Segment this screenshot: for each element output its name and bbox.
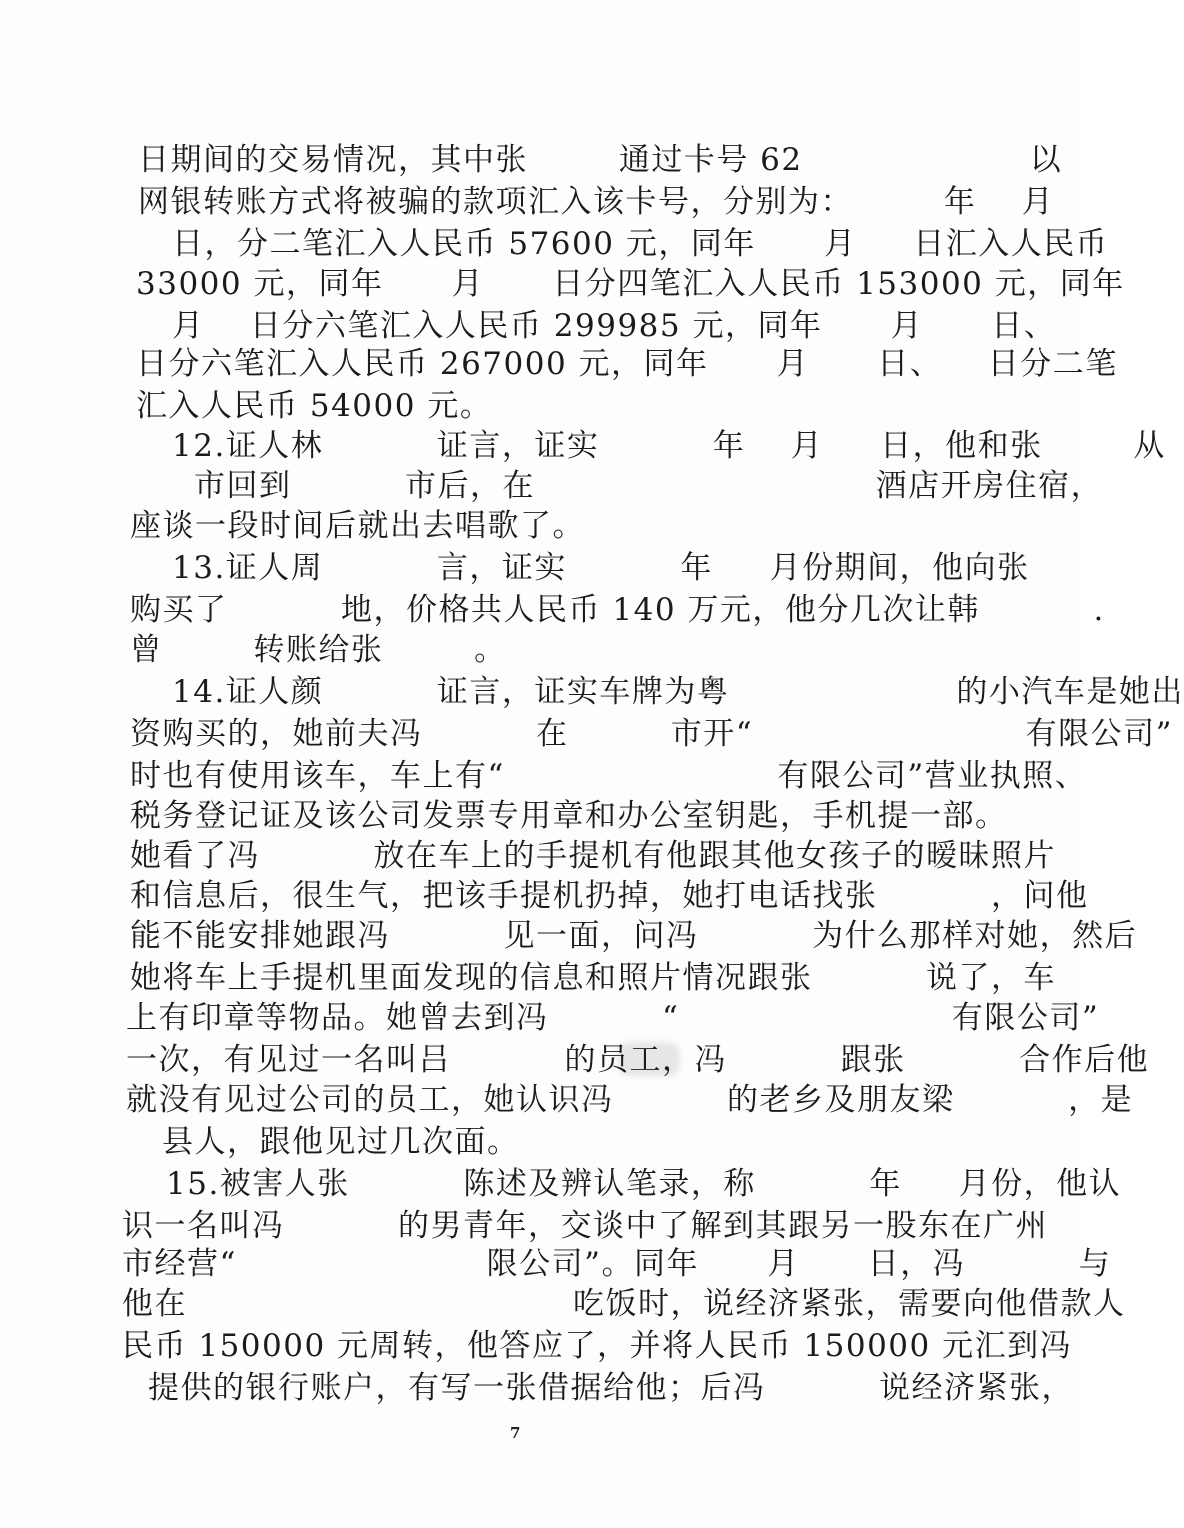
text-line: 资购买的，她前夫冯 在 市开“ 有限公司” xyxy=(130,716,1173,752)
text-line: 识一名叫冯 的男青年，交谈中了解到其跟另一股东在广州 xyxy=(122,1208,1049,1244)
text-line: 汇入人民币 54000 元。 xyxy=(136,388,493,424)
text-line: 13.证人周 言，证实 年 月份期间，他向张 xyxy=(172,550,1030,586)
text-line: 15.被害人张 陈述及辨认笔录，称 年 月份，他认 xyxy=(166,1166,1122,1202)
text-line: 和信息后，很生气，把该手提机扔掉，她打电话找张 ，问他 xyxy=(130,878,1089,914)
text-line: 民币 150000 元周转，他答应了，并将人民币 150000 元汇到冯 xyxy=(122,1328,1073,1364)
text-line: 能不能安排她跟冯 见一面，问冯 为什么那样对她，然后 xyxy=(130,918,1138,954)
text-line: 他在 吃饭时，说经济紧张，需要向他借款人 xyxy=(122,1286,1126,1322)
text-line: 县人，跟他见过几次面。 xyxy=(162,1124,520,1160)
text-line: 她将车上手提机里面发现的信息和照片情况跟张 说了，车 xyxy=(130,960,1057,996)
text-line: 33000 元，同年 月 日分四笔汇入人民币 153000 元，同年 xyxy=(136,266,1125,302)
text-line: 日分六笔汇入人民币 267000 元，同年 月 日、 日分二笔 xyxy=(136,346,1118,382)
text-line: 市回到 市后，在 酒店开房住宿， xyxy=(194,468,1104,504)
page-number: 7 xyxy=(510,1424,521,1442)
text-line: 日，分二笔汇入人民币 57600 元，同年 月 日汇入人民币 xyxy=(172,226,1109,262)
text-line: 提供的银行账户，有写一张借据给他；后冯 说经济紧张， xyxy=(148,1370,1075,1406)
text-line: 购买了 地，价格共人民币 140 万元，他分几次让韩 . xyxy=(130,592,1105,628)
text-line: 日期间的交易情况，其中张 通过卡号 62 以 xyxy=(138,142,1063,178)
text-line: 14.证人颜 证言，证实车牌为粤 的小汽车是她出 xyxy=(172,674,1184,710)
text-line: 12.证人林 证言，证实 年 月 日，他和张 从 xyxy=(172,428,1166,464)
text-line: 就没有见过公司的员工，她认识冯 的老乡及朋友梁 ，是 xyxy=(126,1082,1134,1118)
text-line: 上有印章等物品。她曾去到冯 “ 有限公司” xyxy=(126,1000,1100,1036)
text-line: 月 日分六笔汇入人民币 299985 元，同年 月 日、 xyxy=(172,308,1057,344)
text-line: 时也有使用该车，车上有“ 有限公司”营业执照、 xyxy=(130,758,1088,794)
text-line: 曾 转账给张 。 xyxy=(130,632,507,668)
text-line: 座谈一段时间后就出去唱歌了。 xyxy=(130,508,585,544)
text-line: 网银转账方式将被骗的款项汇入该卡号，分别为： 年 月 xyxy=(138,184,1055,220)
text-line: 一次，有见过一名叫吕 的员工，冯 跟张 合作后他 xyxy=(126,1042,1150,1078)
text-line: 税务登记证及该公司发票专用章和办公室钥匙，手机提一部。 xyxy=(130,798,1008,834)
text-line: 她看了冯 放在车上的手提机有他跟其他女孩子的暧昧照片 xyxy=(130,838,1057,874)
text-line: 市经营“ 限公司”。同年 月 日，冯 与 xyxy=(122,1246,1112,1282)
